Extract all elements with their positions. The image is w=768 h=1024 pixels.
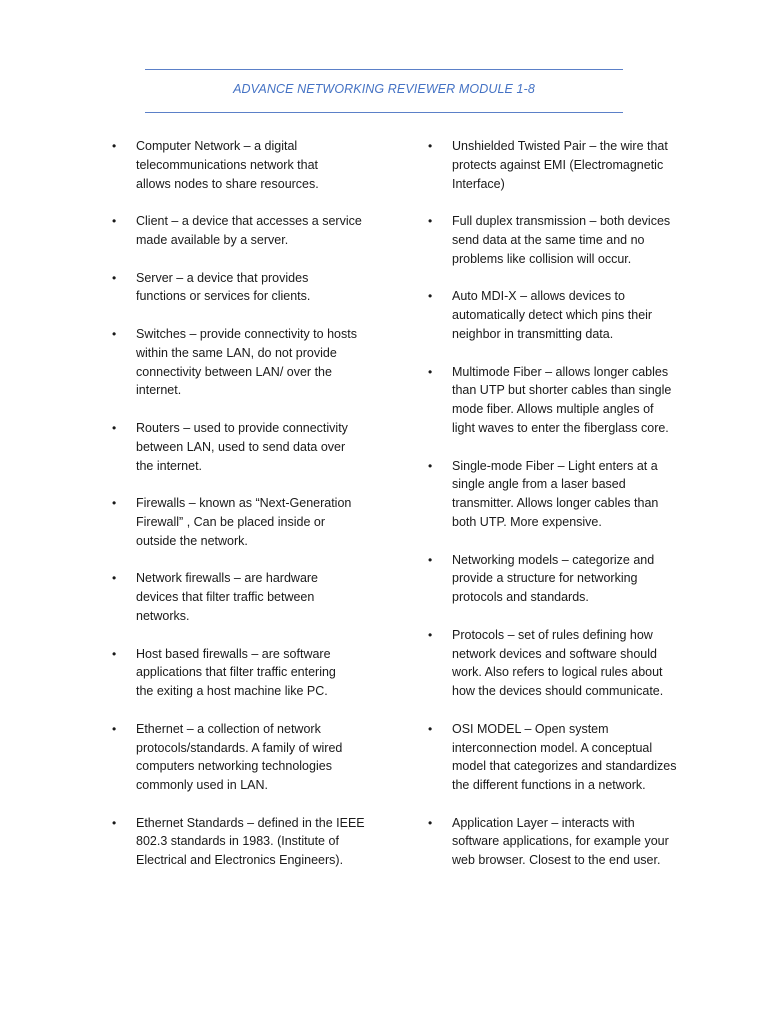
- list-item-text: Server – a device that provides functions or services for clients.: [136, 270, 311, 304]
- bullet-icon: •: [112, 270, 117, 285]
- list-item-text: Computer Network – a digital telecommunications network that allows nodes to share resources.: [136, 139, 319, 191]
- bullet-icon: •: [428, 364, 433, 379]
- list-item: [112, 212, 372, 250]
- list-item: [112, 494, 372, 550]
- list-item: [112, 137, 372, 193]
- list-item: [428, 363, 688, 438]
- bullet-icon: •: [428, 458, 433, 473]
- bullet-icon: •: [428, 139, 433, 153]
- bullet-icon: •: [112, 571, 117, 586]
- bullet-icon: •: [112, 214, 117, 229]
- bullet-icon: •: [112, 139, 117, 153]
- list-item-text: Network firewalls – are hardware devices that filter traffic between networks.: [136, 571, 319, 623]
- bullet-icon: •: [428, 721, 433, 736]
- list-item: [428, 287, 688, 343]
- title-top-rule: [145, 69, 623, 70]
- bullet-icon: •: [428, 289, 433, 304]
- list-item-text: Protocols – set of rules defining how network devices and software should work. Also refers to logical rules about how the devices should communicate.: [452, 627, 664, 699]
- list-item: [112, 325, 372, 400]
- list-item-text: Ethernet – a collection of network protocols/standards. A family of wired computers networking technologies commonly used in LAN.: [136, 721, 343, 793]
- list-item: [428, 551, 688, 607]
- title-bottom-rule: [145, 112, 623, 113]
- list-item-text: Client – a device that accesses a service made available by a server.: [136, 214, 362, 247]
- list-item: [112, 645, 372, 701]
- bullet-icon: •: [112, 721, 117, 736]
- list-item-text: Multimode Fiber – allows longer cables than UTP but shorter cables than single mode fiber. Allows multiple angles of light waves to enter the fiberglass core.: [452, 364, 672, 435]
- right-column-list: [428, 137, 688, 889]
- list-item-text: Switches – provide connectivity to hosts within the same LAN, do not provide connectivity between LAN/ over the internet.: [136, 326, 357, 398]
- list-item: [428, 212, 688, 268]
- bullet-icon: •: [112, 815, 117, 830]
- list-item: [112, 720, 372, 795]
- list-item: [428, 137, 688, 193]
- list-item: [428, 720, 688, 795]
- left-column-list: [112, 137, 372, 889]
- bullet-icon: •: [112, 420, 117, 435]
- list-item-text: OSI MODEL – Open system interconnection model. A conceptual model that categorizes and standardizes the different functions in a network.: [452, 721, 677, 793]
- document-title: ADVANCE NETWORKING REVIEWER MODULE 1-8: [233, 82, 535, 96]
- bullet-icon: •: [428, 214, 433, 229]
- list-item-text: Ethernet Standards – defined in the IEEE 802.3 standards in 1983. (Institute of Electrical and Electronics Engineers).: [136, 815, 365, 868]
- bullet-icon: •: [112, 326, 117, 341]
- bullet-icon: •: [428, 627, 433, 642]
- list-item-text: Single-mode Fiber – Light enters at a single angle from a laser based transmitter. Allows longer cables than both UTP. More expensive.: [452, 458, 659, 529]
- list-item: [112, 569, 372, 625]
- bullet-icon: •: [428, 552, 433, 567]
- list-item-text: Application Layer – interacts with software applications, for example your web browser. Closest to the end user.: [452, 815, 669, 868]
- bullet-icon: •: [428, 815, 433, 830]
- list-item-text: Routers – used to provide connectivity between LAN, used to send data over the internet.: [136, 420, 348, 473]
- list-item: [112, 814, 372, 870]
- list-item: [428, 457, 688, 532]
- list-item-text: Networking models – categorize and provide a structure for networking protocols and standards.: [452, 552, 655, 605]
- list-item-text: Full duplex transmission – both devices send data at the same time and no problems like collision will occur.: [452, 214, 671, 266]
- list-item-text: Host based firewalls – are software applications that filter traffic entering the exiting a host machine like PC.: [136, 646, 336, 699]
- list-item-text: Auto MDI-X – allows devices to automatically detect which pins their neighbor in transmitting data.: [452, 289, 653, 341]
- list-item: [428, 814, 688, 870]
- bullet-icon: •: [112, 496, 117, 511]
- list-item: [112, 269, 372, 307]
- list-item: [112, 419, 372, 475]
- bullet-icon: •: [112, 646, 117, 661]
- list-item: [428, 626, 688, 701]
- list-item-text: Unshielded Twisted Pair – the wire that protects against EMI (Electromagnetic Interface): [452, 139, 668, 191]
- list-item-text: Firewalls – known as “Next-Generation Firewall” , Can be placed inside or outside the network.: [136, 496, 352, 548]
